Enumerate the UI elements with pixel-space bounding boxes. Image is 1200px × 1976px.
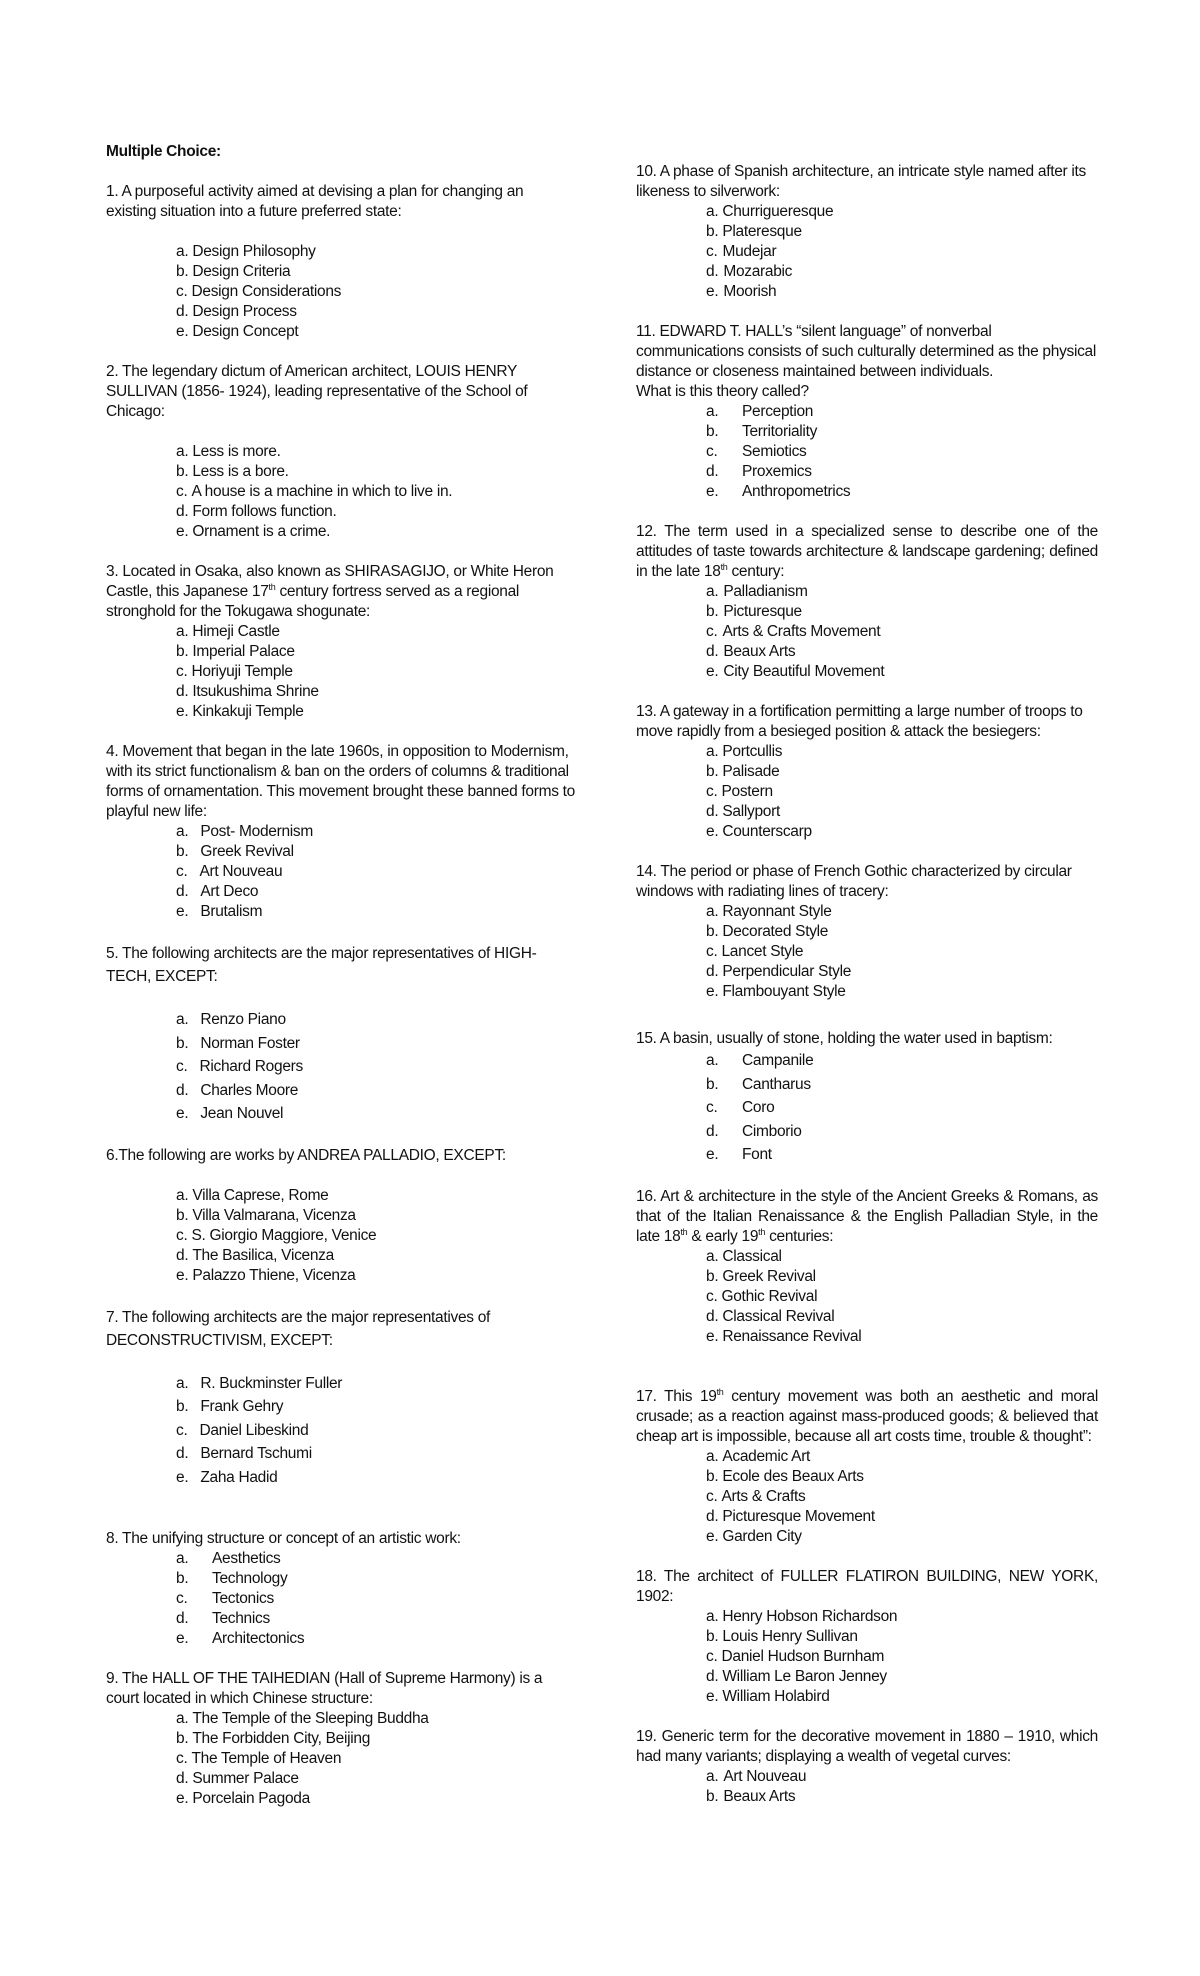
option-e[interactable]: e. Garden City <box>706 1527 802 1545</box>
option-c[interactable]: c. Lancet Style <box>706 943 804 960</box>
question-stem: 10. A phase of Spanish architecture, an intricate style named after its likeness to silverwork: <box>636 163 1086 200</box>
option-list <box>106 1549 576 1649</box>
option-d[interactable]: d. Itsukushima Shrine <box>176 683 319 700</box>
question-stem: 9. The HALL OF THE TAIHEDIAN (Hall of Supreme Harmony) is a court located in which Chinese structure: <box>106 1670 543 1707</box>
option-d[interactable]: d. Cimborio <box>706 1122 802 1140</box>
question-4 <box>106 742 576 922</box>
question-stem: 11. EDWARD T. HALL’s “silent language” of nonverbal communications consists of such culturally determined as the physical distance or closeness maintained between individuals. <box>636 323 1097 380</box>
option-list <box>636 1447 1098 1547</box>
option-d[interactable]: d. Sallyport <box>706 803 780 820</box>
option-b[interactable]: b. Plateresque <box>706 223 802 240</box>
option-b[interactable]: b. Greek Revival <box>176 843 294 860</box>
option-a[interactable]: a. Portcullis <box>706 743 783 760</box>
option-a[interactable]: a. Less is more. <box>176 443 281 460</box>
option-b[interactable]: b. Cantharus <box>706 1075 811 1093</box>
question-8 <box>106 1529 576 1649</box>
option-c[interactable]: c. Richard Rogers <box>176 1058 303 1075</box>
option-e[interactable]: e. Renaissance Revival <box>706 1327 862 1345</box>
option-a[interactable]: a. Academic Art <box>706 1447 811 1465</box>
question-12 <box>636 522 1098 682</box>
question-stem: 3. Located in Osaka, also known as SHIRASAGIJO, or White Heron Castle, this Japanese 17th century fortress served as a regional stronghold for the Tokugawa shogunate: <box>106 563 554 620</box>
question-7 <box>106 1306 576 1490</box>
question-1 <box>106 182 576 342</box>
question-17 <box>636 1387 1098 1547</box>
option-a[interactable]: a. Art Nouveau <box>706 1767 807 1785</box>
option-e[interactable]: e. Kinkakuji Temple <box>176 703 304 720</box>
option-a[interactable]: a. Renzo Piano <box>176 1011 286 1028</box>
option-d[interactable]: d. The Basilica, Vicenza <box>176 1246 334 1264</box>
option-list <box>636 582 1098 682</box>
option-b[interactable]: b. Greek Revival <box>706 1267 816 1285</box>
option-d[interactable]: d. William Le Baron Jenney <box>706 1667 887 1685</box>
option-b[interactable]: b. Palisade <box>706 763 780 780</box>
option-d[interactable]: d. Charles Moore <box>176 1081 299 1099</box>
option-a[interactable]: a. Classical <box>706 1247 782 1265</box>
question-14 <box>636 862 1098 1002</box>
option-e[interactable]: e. Counterscarp <box>706 823 812 840</box>
question-stem: 17. This 19th century movement was both an aesthetic and moral crusade; as a reaction against mass-produced goods; & believed that cheap art is impossible, because all art costs time, trouble & thought”: <box>636 1386 1098 1445</box>
question-stem: 7. The following architects are the major representatives of DECONSTRUCTIVISM, EXCEPT: <box>106 1308 491 1349</box>
option-a[interactable]: a. Aesthetics <box>176 1550 281 1567</box>
question-3 <box>106 562 576 722</box>
option-a[interactable]: a. Design Philosophy <box>176 243 316 260</box>
question-stem: 19. Generic term for the decorative movement in 1880 – 1910, which had many variants; displaying a wealth of vegetal curves: <box>636 1727 1098 1765</box>
option-list <box>106 1186 576 1286</box>
option-b[interactable]: b. The Forbidden City, Beijing <box>176 1730 371 1747</box>
question-stem: 18. The architect of FULLER FLATIRON BUILDING, NEW YORK, 1902: <box>636 1567 1098 1605</box>
option-b[interactable]: b. Imperial Palace <box>176 643 295 660</box>
option-c[interactable]: c. Semiotics <box>706 443 807 460</box>
option-b[interactable]: b. Decorated Style <box>706 923 829 940</box>
option-b[interactable]: b. Territoriality <box>706 423 818 440</box>
option-list <box>636 202 1098 302</box>
option-c[interactable]: c. Horiyuji Temple <box>176 663 293 680</box>
option-list <box>636 742 1098 842</box>
question-16 <box>636 1187 1098 1347</box>
option-list <box>106 1709 576 1809</box>
option-e[interactable]: e. City Beautiful Movement <box>706 663 885 680</box>
option-list <box>106 1372 576 1490</box>
option-c[interactable]: c. Postern <box>706 783 773 800</box>
option-d[interactable]: d. Bernard Tschumi <box>176 1445 312 1462</box>
option-e[interactable]: e. Palazzo Thiene, Vicenza <box>176 1266 356 1284</box>
option-c[interactable]: c. S. Giorgio Maggiore, Venice <box>176 1226 377 1244</box>
option-b[interactable]: b. Less is a bore. <box>176 463 289 480</box>
question-stem: 6.The following are works by ANDREA PALLADIO, EXCEPT: <box>106 1146 506 1164</box>
option-b[interactable]: b. Picturesque <box>706 603 802 620</box>
option-b[interactable]: b. Norman Foster <box>176 1034 300 1052</box>
option-b[interactable]: b. Ecole des Beaux Arts <box>706 1467 864 1485</box>
option-list <box>106 442 576 542</box>
question-2 <box>106 362 576 542</box>
option-a[interactable]: a. Himeji Castle <box>176 623 280 640</box>
question-stem: 4. Movement that began in the late 1960s, in opposition to Modernism, with its strict functionalism & ban on the orders of columns & traditional forms of ornamentation. This movement brought these banned forms to playful new life: <box>106 743 575 820</box>
option-e[interactable]: e. Jean Nouvel <box>176 1105 284 1122</box>
option-c[interactable]: c. Design Considerations <box>176 283 342 300</box>
option-list <box>106 622 576 722</box>
question-stem: 14. The period or phase of French Gothic characterized by circular windows with radiating lines of tracery: <box>636 863 1072 900</box>
option-e[interactable]: e. Zaha Hadid <box>176 1468 278 1486</box>
option-a[interactable]: a. Post- Modernism <box>176 823 313 840</box>
option-a[interactable]: a. R. Buckminster Fuller <box>176 1374 343 1392</box>
question-11 <box>636 322 1098 502</box>
option-c[interactable]: c. Art Nouveau <box>176 863 283 880</box>
option-a[interactable]: a. Palladianism <box>706 583 808 600</box>
option-d[interactable]: d. Beaux Arts <box>706 643 796 660</box>
option-e[interactable]: e. Anthropometrics <box>706 483 851 500</box>
option-list <box>636 1247 1098 1347</box>
question-13 <box>636 702 1098 842</box>
option-e[interactable]: e. Porcelain Pagoda <box>176 1790 310 1807</box>
option-d[interactable]: d. Summer Palace <box>176 1770 299 1787</box>
question-15 <box>636 1029 1098 1167</box>
option-b[interactable]: b. Technology <box>176 1570 288 1587</box>
question-stem: 16. Art & architecture in the style of the Ancient Greeks & Romans, as that of the Italian Renaissance & the English Palladian Style, in the late 18th & early 19th centuries: <box>636 1187 1098 1245</box>
option-c[interactable]: c. Daniel Hudson Burnham <box>706 1647 885 1665</box>
option-d[interactable]: d. Picturesque Movement <box>706 1507 875 1525</box>
question-6 <box>106 1146 576 1286</box>
right-column <box>636 162 1098 1827</box>
option-c[interactable]: c. Mudejar <box>706 243 777 260</box>
option-list <box>636 1049 1098 1167</box>
option-d[interactable]: d. Form follows function. <box>176 503 337 520</box>
option-a[interactable]: a. Villa Caprese, Rome <box>176 1186 329 1204</box>
option-e[interactable]: e. Moorish <box>706 283 777 300</box>
question-stem-line2: What is this theory called? <box>636 383 809 400</box>
option-list <box>636 1767 1098 1807</box>
question-10 <box>636 162 1098 302</box>
option-d[interactable]: d. Technics <box>176 1610 270 1627</box>
question-5 <box>106 942 576 1126</box>
option-b[interactable]: b. Villa Valmarana, Vicenza <box>176 1206 356 1224</box>
question-9 <box>106 1669 576 1809</box>
option-e[interactable]: e. Architectonics <box>176 1630 305 1647</box>
section-heading: Multiple Choice: <box>106 143 221 160</box>
option-list <box>106 822 576 922</box>
option-e[interactable]: e. Brutalism <box>176 903 263 920</box>
option-c[interactable]: c. The Temple of Heaven <box>176 1750 342 1767</box>
option-list <box>636 402 1098 502</box>
option-a[interactable]: a. Perception <box>706 403 814 420</box>
option-b[interactable]: b. Frank Gehry <box>176 1398 284 1415</box>
option-c[interactable]: c. Daniel Libeskind <box>176 1421 309 1439</box>
option-c[interactable]: c. Coro <box>706 1099 775 1116</box>
option-b[interactable]: b. Beaux Arts <box>706 1787 796 1805</box>
option-e[interactable]: e. Design Concept <box>176 323 299 340</box>
option-c[interactable]: c. A house is a machine in which to live in. <box>176 483 453 500</box>
option-list <box>636 902 1098 1002</box>
option-list <box>636 1607 1098 1707</box>
option-a[interactable]: a. Rayonnant Style <box>706 903 832 920</box>
option-d[interactable]: d. Perpendicular Style <box>706 963 852 980</box>
option-a[interactable]: a. Churrigueresque <box>706 203 834 220</box>
option-c[interactable]: c. Tectonics <box>176 1590 274 1607</box>
option-d[interactable]: d. Design Process <box>176 303 297 320</box>
option-a[interactable]: a. The Temple of the Sleeping Buddha <box>176 1710 429 1727</box>
option-e[interactable]: e. Font <box>706 1146 772 1163</box>
option-d[interactable]: d. Mozarabic <box>706 263 793 280</box>
option-b[interactable]: b. Louis Henry Sullivan <box>706 1627 858 1645</box>
option-d[interactable]: d. Classical Revival <box>706 1307 835 1325</box>
option-d[interactable]: d. Proxemics <box>706 463 812 480</box>
option-list <box>106 242 576 342</box>
option-list <box>106 1008 576 1126</box>
option-a[interactable]: a. Henry Hobson Richardson <box>706 1607 898 1625</box>
option-c[interactable]: c. Arts & Crafts <box>706 1487 806 1505</box>
option-c[interactable]: c. Arts & Crafts Movement <box>706 623 881 640</box>
option-e[interactable]: e. William Holabird <box>706 1687 830 1705</box>
option-e[interactable]: e. Ornament is a crime. <box>176 523 331 540</box>
option-a[interactable]: a. Campanile <box>706 1052 814 1069</box>
left-column <box>106 142 576 1829</box>
question-stem: 5. The following architects are the major representatives of HIGH-TECH, EXCEPT: <box>106 945 537 985</box>
question-stem: 1. A purposeful activity aimed at devising a plan for changing an existing situation into a future preferred state: <box>106 183 524 220</box>
option-d[interactable]: d. Art Deco <box>176 883 259 900</box>
question-stem: 15. A basin, usually of stone, holding the water used in baptism: <box>636 1030 1053 1047</box>
question-stem: 2. The legendary dictum of American architect, LOUIS HENRY SULLIVAN (1856- 1924), leading representative of the School of Chicago: <box>106 363 528 420</box>
option-c[interactable]: c. Gothic Revival <box>706 1287 818 1305</box>
option-b[interactable]: b. Design Criteria <box>176 263 291 280</box>
question-stem: 12. The term used in a specialized sense to describe one of the attitudes of taste towards architecture & landscape gardening; defined in the late 18th century: <box>636 523 1098 580</box>
question-stem: 8. The unifying structure or concept of an artistic work: <box>106 1530 461 1547</box>
question-19 <box>636 1727 1098 1807</box>
question-stem: 13. A gateway in a fortification permitting a large number of troops to move rapidly from a besieged position & attack the besiegers: <box>636 703 1083 740</box>
option-e[interactable]: e. Flambouyant Style <box>706 983 846 1000</box>
question-18 <box>636 1567 1098 1707</box>
